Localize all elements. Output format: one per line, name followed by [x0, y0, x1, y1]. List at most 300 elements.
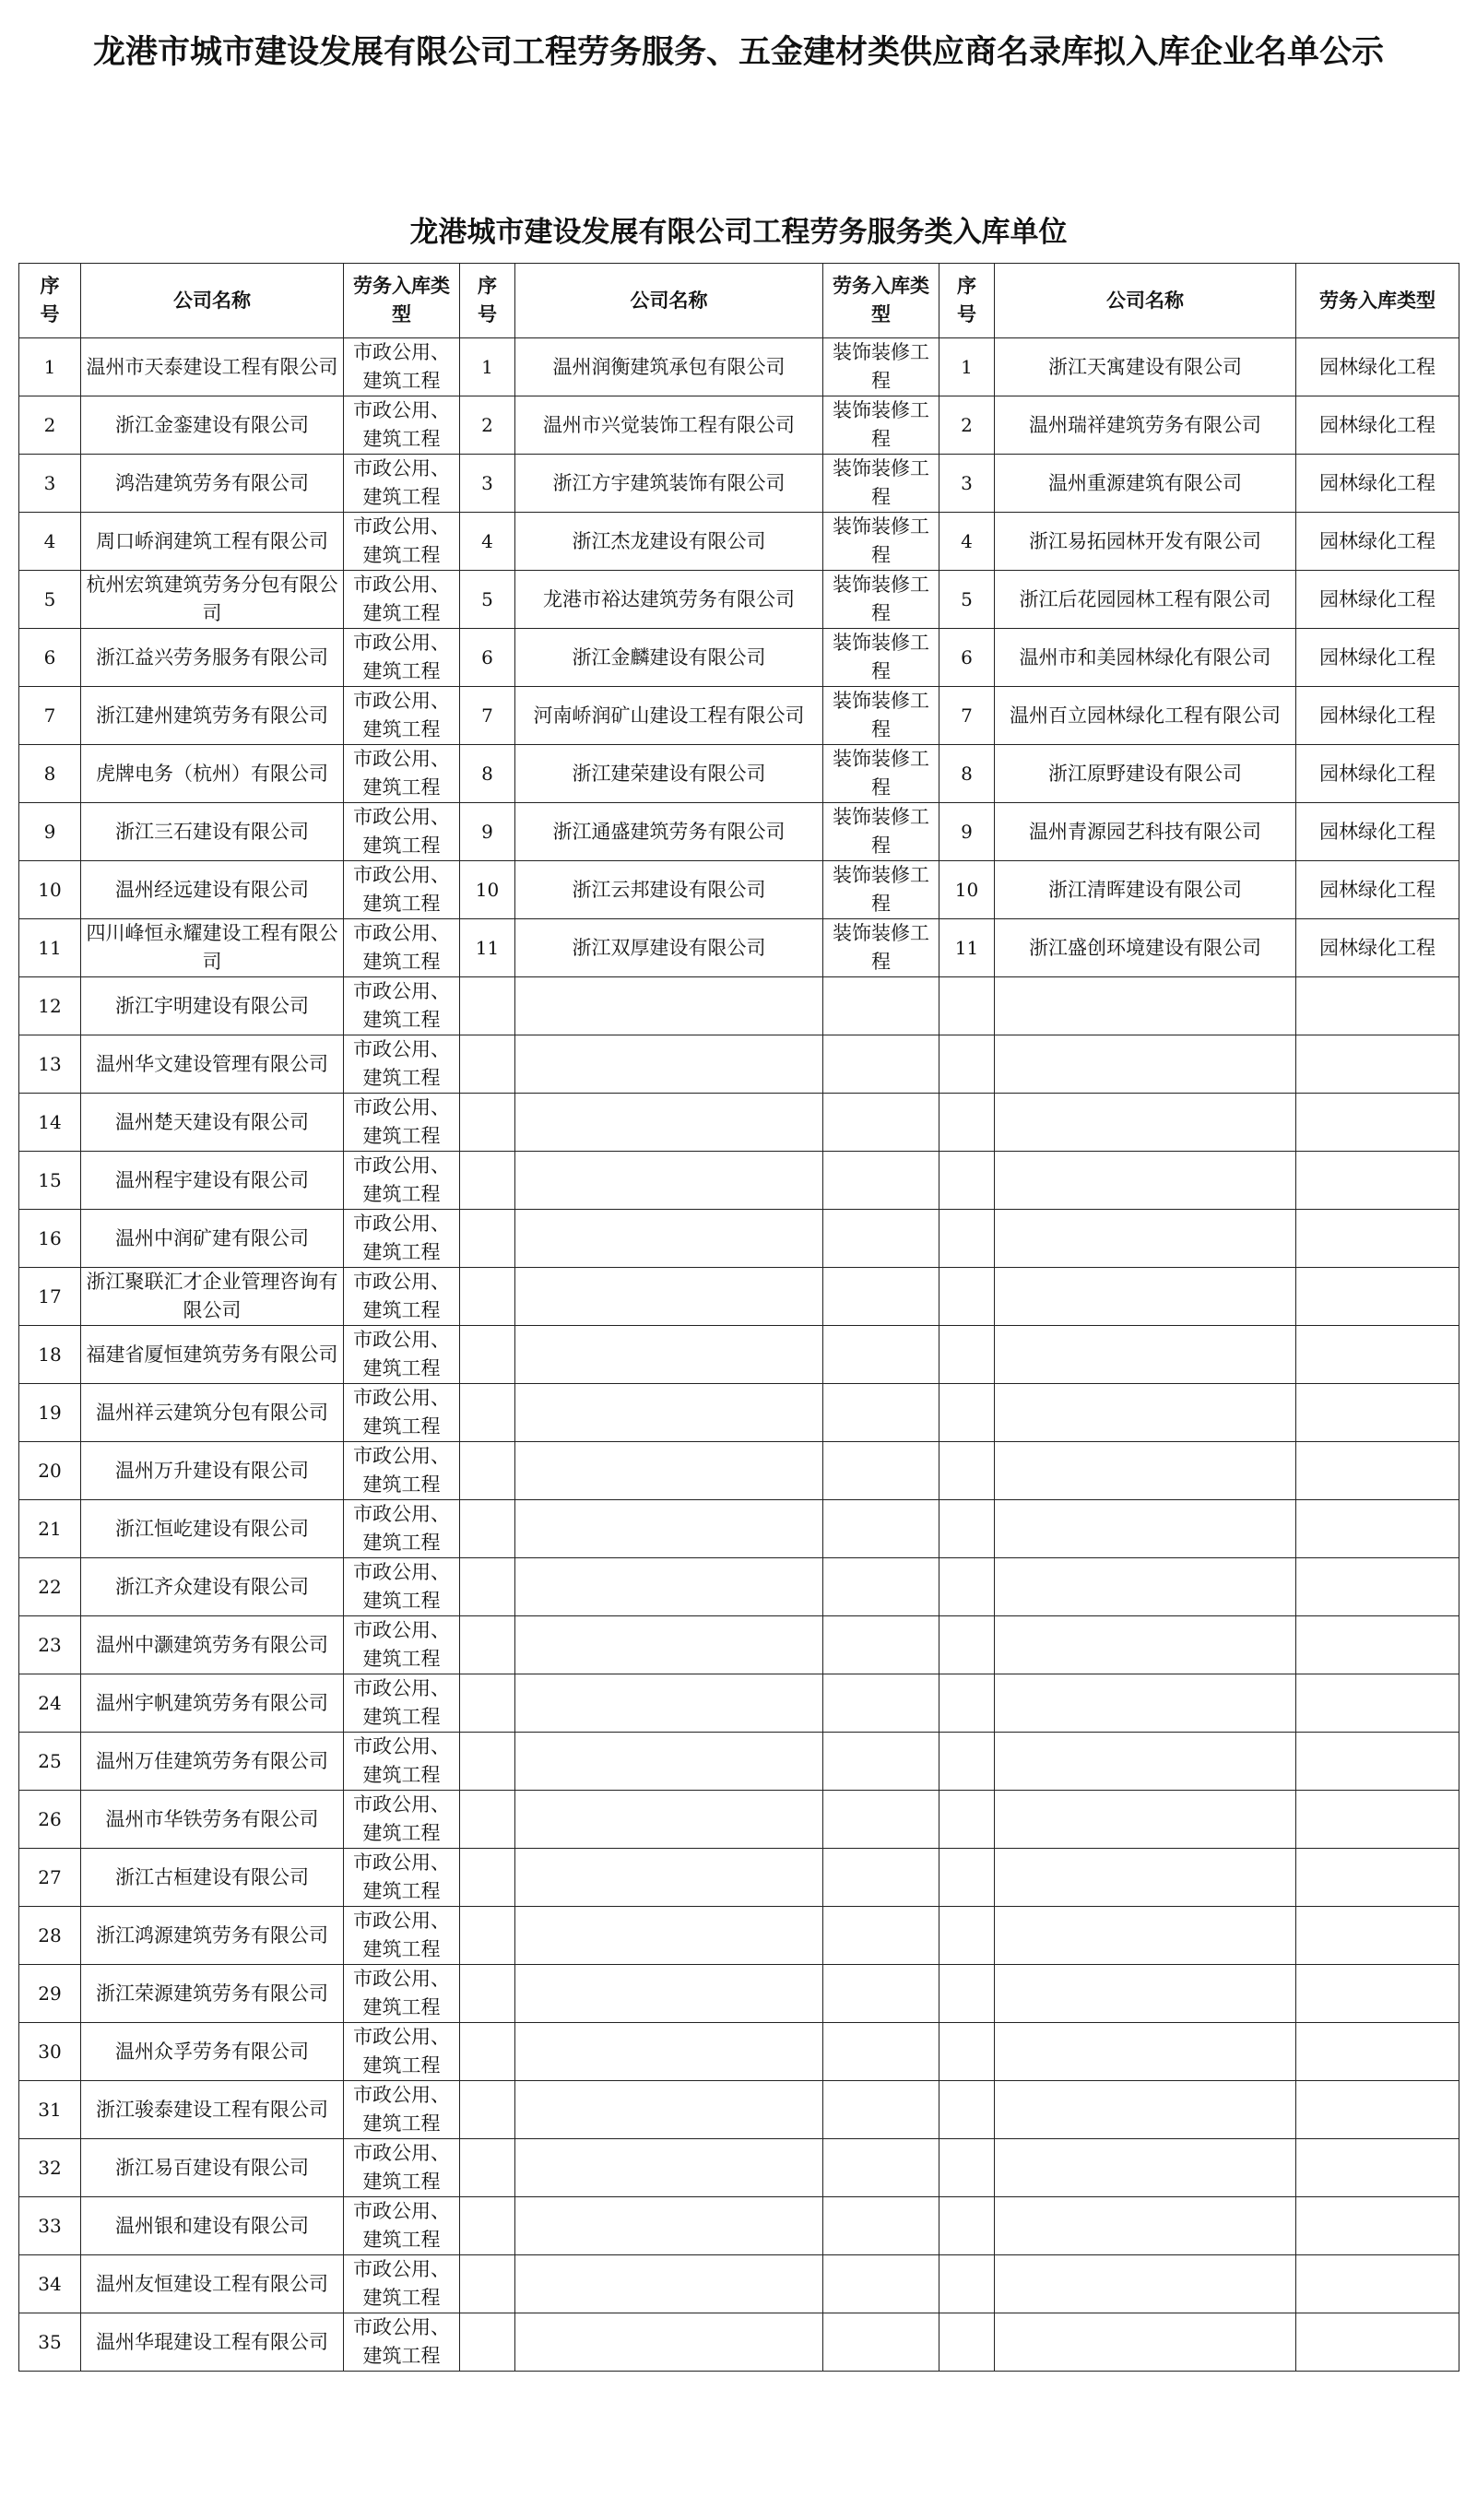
- empty-cell: [1296, 2139, 1459, 2197]
- cell-seq: 28: [19, 1907, 81, 1965]
- cell-company: 浙江后花园园林工程有限公司: [995, 571, 1296, 629]
- cell-seq: 9: [460, 803, 515, 861]
- cell-seq: 7: [19, 687, 81, 745]
- cell-type: 园林绿化工程: [1296, 861, 1459, 919]
- empty-cell: [823, 1791, 939, 1849]
- cell-company: 温州市兴觉装饰工程有限公司: [515, 396, 823, 455]
- cell-type: 市政公用、建筑工程: [344, 1674, 460, 1733]
- cell-type: 市政公用、建筑工程: [344, 2197, 460, 2255]
- empty-cell: [1296, 2313, 1459, 2372]
- empty-cell: [939, 1907, 995, 1965]
- table-row: [19, 1384, 1459, 1442]
- empty-cell: [515, 1791, 823, 1849]
- cell-type: 市政公用、建筑工程: [344, 338, 460, 396]
- cell-company: 浙江清晖建设有限公司: [995, 861, 1296, 919]
- empty-cell: [939, 1035, 995, 1094]
- cell-company: 周口峤润建筑工程有限公司: [81, 513, 344, 571]
- cell-company: 浙江方宇建筑装饰有限公司: [515, 455, 823, 513]
- empty-cell: [939, 977, 995, 1035]
- cell-type: 园林绿化工程: [1296, 687, 1459, 745]
- cell-seq: 34: [19, 2255, 81, 2313]
- empty-cell: [1296, 2197, 1459, 2255]
- empty-cell: [1296, 1616, 1459, 1674]
- cell-seq: 4: [19, 513, 81, 571]
- cell-company: 温州市天泰建设工程有限公司: [81, 338, 344, 396]
- cell-company: 浙江易百建设有限公司: [81, 2139, 344, 2197]
- cell-type: 市政公用、建筑工程: [344, 455, 460, 513]
- empty-cell: [1296, 1558, 1459, 1616]
- header-type: 劳务入库类型: [1296, 264, 1459, 338]
- empty-cell: [823, 1616, 939, 1674]
- empty-cell: [823, 977, 939, 1035]
- cell-company: 杭州宏筑建筑劳务分包有限公司: [81, 571, 344, 629]
- empty-cell: [995, 2023, 1296, 2081]
- table-row: [19, 2197, 1459, 2255]
- cell-company: 浙江建荣建设有限公司: [515, 745, 823, 803]
- empty-cell: [460, 1558, 515, 1616]
- empty-cell: [515, 2081, 823, 2139]
- empty-cell: [939, 1210, 995, 1268]
- table-row: [19, 338, 1459, 396]
- cell-seq: 2: [939, 396, 995, 455]
- cell-type: 市政公用、建筑工程: [344, 629, 460, 687]
- cell-seq: 27: [19, 1849, 81, 1907]
- empty-cell: [995, 1268, 1296, 1326]
- table-row: [19, 803, 1459, 861]
- empty-cell: [995, 2313, 1296, 2372]
- cell-seq: 22: [19, 1558, 81, 1616]
- cell-seq: 6: [460, 629, 515, 687]
- empty-cell: [995, 1094, 1296, 1152]
- table-row: [19, 1558, 1459, 1616]
- empty-cell: [460, 2081, 515, 2139]
- empty-cell: [515, 1210, 823, 1268]
- cell-company: 温州青源园艺科技有限公司: [995, 803, 1296, 861]
- empty-cell: [515, 1442, 823, 1500]
- empty-cell: [995, 1035, 1296, 1094]
- cell-type: 装饰装修工程: [823, 396, 939, 455]
- empty-cell: [460, 1035, 515, 1094]
- empty-cell: [823, 1965, 939, 2023]
- empty-cell: [995, 1907, 1296, 1965]
- cell-company: 龙港市裕达建筑劳务有限公司: [515, 571, 823, 629]
- empty-cell: [515, 2023, 823, 2081]
- cell-type: 市政公用、建筑工程: [344, 1268, 460, 1326]
- cell-seq: 13: [19, 1035, 81, 1094]
- cell-company: 浙江杰龙建设有限公司: [515, 513, 823, 571]
- empty-cell: [823, 2139, 939, 2197]
- cell-company: 温州润衡建筑承包有限公司: [515, 338, 823, 396]
- cell-company: 福建省厦恒建筑劳务有限公司: [81, 1326, 344, 1384]
- empty-cell: [1296, 1733, 1459, 1791]
- empty-cell: [939, 2139, 995, 2197]
- cell-type: 装饰装修工程: [823, 861, 939, 919]
- cell-company: 浙江云邦建设有限公司: [515, 861, 823, 919]
- empty-cell: [823, 1907, 939, 1965]
- empty-cell: [515, 2197, 823, 2255]
- empty-cell: [939, 1384, 995, 1442]
- cell-company: 浙江恒屹建设有限公司: [81, 1500, 344, 1558]
- empty-cell: [995, 1733, 1296, 1791]
- table-row: [19, 1152, 1459, 1210]
- cell-type: 市政公用、建筑工程: [344, 1326, 460, 1384]
- empty-cell: [460, 2313, 515, 2372]
- cell-seq: 5: [19, 571, 81, 629]
- empty-cell: [823, 1152, 939, 1210]
- empty-cell: [939, 1152, 995, 1210]
- cell-type: 市政公用、建筑工程: [344, 1733, 460, 1791]
- cell-company: 四川峰恒永耀建设工程有限公司: [81, 919, 344, 977]
- empty-cell: [1296, 1268, 1459, 1326]
- empty-cell: [823, 1558, 939, 1616]
- table-row: [19, 861, 1459, 919]
- table-row: [19, 1674, 1459, 1733]
- header-seq: 序号: [19, 264, 81, 338]
- cell-company: 温州万佳建筑劳务有限公司: [81, 1733, 344, 1791]
- cell-type: 装饰装修工程: [823, 338, 939, 396]
- empty-cell: [939, 1674, 995, 1733]
- empty-cell: [515, 1094, 823, 1152]
- cell-seq: 24: [19, 1674, 81, 1733]
- cell-company: 河南峤润矿山建设工程有限公司: [515, 687, 823, 745]
- cell-type: 装饰装修工程: [823, 687, 939, 745]
- empty-cell: [823, 1500, 939, 1558]
- cell-seq: 20: [19, 1442, 81, 1500]
- table-row: [19, 2081, 1459, 2139]
- cell-company: 温州重源建筑有限公司: [995, 455, 1296, 513]
- cell-type: 市政公用、建筑工程: [344, 571, 460, 629]
- cell-seq: 2: [460, 396, 515, 455]
- cell-company: 浙江鸿源建筑劳务有限公司: [81, 1907, 344, 1965]
- cell-seq: 8: [939, 745, 995, 803]
- cell-type: 园林绿化工程: [1296, 455, 1459, 513]
- empty-cell: [995, 1152, 1296, 1210]
- cell-seq: 15: [19, 1152, 81, 1210]
- empty-cell: [460, 1384, 515, 1442]
- cell-company: 浙江宇明建设有限公司: [81, 977, 344, 1035]
- cell-type: 园林绿化工程: [1296, 396, 1459, 455]
- cell-company: 浙江骏泰建设工程有限公司: [81, 2081, 344, 2139]
- cell-type: 市政公用、建筑工程: [344, 1791, 460, 1849]
- cell-type: 市政公用、建筑工程: [344, 2313, 460, 2372]
- cell-company: 温州市华铁劳务有限公司: [81, 1791, 344, 1849]
- cell-company: 温州华文建设管理有限公司: [81, 1035, 344, 1094]
- cell-company: 温州程宇建设有限公司: [81, 1152, 344, 1210]
- cell-seq: 4: [939, 513, 995, 571]
- table-row: [19, 919, 1459, 977]
- cell-seq: 10: [460, 861, 515, 919]
- empty-cell: [995, 1442, 1296, 1500]
- empty-cell: [460, 1326, 515, 1384]
- cell-seq: 16: [19, 1210, 81, 1268]
- cell-company: 温州中灏建筑劳务有限公司: [81, 1616, 344, 1674]
- cell-seq: 8: [460, 745, 515, 803]
- cell-type: 市政公用、建筑工程: [344, 861, 460, 919]
- table-row: [19, 1733, 1459, 1791]
- cell-type: 园林绿化工程: [1296, 338, 1459, 396]
- empty-cell: [515, 1326, 823, 1384]
- cell-type: 市政公用、建筑工程: [344, 977, 460, 1035]
- empty-cell: [995, 1500, 1296, 1558]
- empty-cell: [995, 1965, 1296, 2023]
- empty-cell: [995, 1210, 1296, 1268]
- cell-type: 装饰装修工程: [823, 803, 939, 861]
- empty-cell: [995, 2081, 1296, 2139]
- empty-cell: [939, 1965, 995, 2023]
- empty-cell: [939, 1268, 995, 1326]
- cell-company: 温州万升建设有限公司: [81, 1442, 344, 1500]
- cell-type: 市政公用、建筑工程: [344, 1384, 460, 1442]
- cell-seq: 6: [939, 629, 995, 687]
- empty-cell: [1296, 1907, 1459, 1965]
- empty-cell: [515, 2139, 823, 2197]
- cell-seq: 4: [460, 513, 515, 571]
- empty-cell: [460, 2197, 515, 2255]
- cell-type: 市政公用、建筑工程: [344, 745, 460, 803]
- cell-company: 浙江易拓园林开发有限公司: [995, 513, 1296, 571]
- cell-seq: 12: [19, 977, 81, 1035]
- cell-company: 浙江金銮建设有限公司: [81, 396, 344, 455]
- table-row: [19, 513, 1459, 571]
- empty-cell: [460, 1791, 515, 1849]
- empty-cell: [1296, 1210, 1459, 1268]
- empty-cell: [460, 977, 515, 1035]
- table-row: [19, 1907, 1459, 1965]
- empty-cell: [823, 2313, 939, 2372]
- cell-type: 装饰装修工程: [823, 455, 939, 513]
- empty-cell: [1296, 2023, 1459, 2081]
- table-row: [19, 1210, 1459, 1268]
- empty-cell: [515, 1268, 823, 1326]
- cell-seq: 17: [19, 1268, 81, 1326]
- empty-cell: [1296, 1674, 1459, 1733]
- table-row: [19, 396, 1459, 455]
- empty-cell: [939, 1733, 995, 1791]
- empty-cell: [939, 1616, 995, 1674]
- empty-cell: [823, 1849, 939, 1907]
- empty-cell: [995, 2197, 1296, 2255]
- table-row: [19, 977, 1459, 1035]
- empty-cell: [823, 2023, 939, 2081]
- empty-cell: [515, 1616, 823, 1674]
- cell-type: 市政公用、建筑工程: [344, 2255, 460, 2313]
- cell-company: 温州友恒建设工程有限公司: [81, 2255, 344, 2313]
- cell-type: 园林绿化工程: [1296, 745, 1459, 803]
- cell-company: 浙江双厚建设有限公司: [515, 919, 823, 977]
- empty-cell: [995, 1616, 1296, 1674]
- table-row: [19, 745, 1459, 803]
- empty-cell: [1296, 2255, 1459, 2313]
- empty-cell: [1296, 977, 1459, 1035]
- empty-cell: [515, 1500, 823, 1558]
- empty-cell: [1296, 1500, 1459, 1558]
- cell-seq: 11: [19, 919, 81, 977]
- cell-type: 园林绿化工程: [1296, 571, 1459, 629]
- table-row: [19, 687, 1459, 745]
- empty-cell: [823, 1733, 939, 1791]
- table-row: [19, 1616, 1459, 1674]
- cell-type: 园林绿化工程: [1296, 919, 1459, 977]
- empty-cell: [1296, 1965, 1459, 2023]
- cell-company: 温州中润矿建有限公司: [81, 1210, 344, 1268]
- table-row: [19, 455, 1459, 513]
- empty-cell: [823, 1094, 939, 1152]
- empty-cell: [995, 2139, 1296, 2197]
- empty-cell: [939, 1326, 995, 1384]
- empty-cell: [460, 1733, 515, 1791]
- cell-seq: 10: [939, 861, 995, 919]
- empty-cell: [939, 2313, 995, 2372]
- cell-company: 温州市和美园林绿化有限公司: [995, 629, 1296, 687]
- empty-cell: [460, 1500, 515, 1558]
- empty-cell: [1296, 1035, 1459, 1094]
- cell-type: 市政公用、建筑工程: [344, 2139, 460, 2197]
- empty-cell: [515, 1384, 823, 1442]
- cell-seq: 29: [19, 1965, 81, 2023]
- cell-type: 市政公用、建筑工程: [344, 919, 460, 977]
- cell-type: 市政公用、建筑工程: [344, 687, 460, 745]
- cell-company: 鸿浩建筑劳务有限公司: [81, 455, 344, 513]
- empty-cell: [460, 1210, 515, 1268]
- header-company: 公司名称: [995, 264, 1296, 338]
- cell-company: 浙江建州建筑劳务有限公司: [81, 687, 344, 745]
- cell-company: 温州经远建设有限公司: [81, 861, 344, 919]
- table-title: 龙港城市建设发展有限公司工程劳务服务类入库单位: [409, 216, 1068, 249]
- table-row: [19, 1326, 1459, 1384]
- cell-company: 温州祥云建筑分包有限公司: [81, 1384, 344, 1442]
- cell-type: 市政公用、建筑工程: [344, 1152, 460, 1210]
- empty-cell: [939, 2023, 995, 2081]
- empty-cell: [515, 1035, 823, 1094]
- header-type: 劳务入库类型: [344, 264, 460, 338]
- cell-company: 虎牌电务（杭州）有限公司: [81, 745, 344, 803]
- empty-cell: [995, 1384, 1296, 1442]
- empty-cell: [515, 1907, 823, 1965]
- table-row: [19, 1500, 1459, 1558]
- cell-seq: 26: [19, 1791, 81, 1849]
- empty-cell: [995, 2255, 1296, 2313]
- cell-seq: 3: [939, 455, 995, 513]
- cell-type: 市政公用、建筑工程: [344, 1558, 460, 1616]
- cell-company: 浙江金麟建设有限公司: [515, 629, 823, 687]
- cell-company: 浙江通盛建筑劳务有限公司: [515, 803, 823, 861]
- empty-cell: [995, 1558, 1296, 1616]
- empty-cell: [823, 1326, 939, 1384]
- cell-seq: 8: [19, 745, 81, 803]
- cell-seq: 32: [19, 2139, 81, 2197]
- table-row: [19, 1791, 1459, 1849]
- cell-seq: 21: [19, 1500, 81, 1558]
- cell-type: 市政公用、建筑工程: [344, 1965, 460, 2023]
- empty-cell: [1296, 1849, 1459, 1907]
- empty-cell: [995, 1849, 1296, 1907]
- empty-cell: [823, 2197, 939, 2255]
- cell-seq: 10: [19, 861, 81, 919]
- empty-cell: [995, 1791, 1296, 1849]
- table-row: [19, 1094, 1459, 1152]
- empty-cell: [823, 1268, 939, 1326]
- empty-cell: [460, 1442, 515, 1500]
- empty-cell: [1296, 1326, 1459, 1384]
- cell-company: 浙江益兴劳务服务有限公司: [81, 629, 344, 687]
- empty-cell: [460, 1616, 515, 1674]
- cell-type: 市政公用、建筑工程: [344, 1907, 460, 1965]
- cell-company: 浙江古桓建设有限公司: [81, 1849, 344, 1907]
- cell-type: 园林绿化工程: [1296, 803, 1459, 861]
- cell-type: 市政公用、建筑工程: [344, 1849, 460, 1907]
- table-body: [19, 338, 1459, 2372]
- empty-cell: [823, 1674, 939, 1733]
- cell-company: 温州华琨建设工程有限公司: [81, 2313, 344, 2372]
- empty-cell: [939, 1442, 995, 1500]
- cell-type: 市政公用、建筑工程: [344, 1094, 460, 1152]
- cell-type: 市政公用、建筑工程: [344, 1500, 460, 1558]
- header-type: 劳务入库类型: [823, 264, 939, 338]
- empty-cell: [823, 2255, 939, 2313]
- empty-cell: [1296, 1152, 1459, 1210]
- cell-type: 市政公用、建筑工程: [344, 396, 460, 455]
- cell-seq: 3: [19, 455, 81, 513]
- cell-company: 浙江三石建设有限公司: [81, 803, 344, 861]
- cell-seq: 1: [460, 338, 515, 396]
- cell-company: 温州众孚劳务有限公司: [81, 2023, 344, 2081]
- empty-cell: [1296, 1442, 1459, 1500]
- empty-cell: [995, 1326, 1296, 1384]
- cell-company: 浙江原野建设有限公司: [995, 745, 1296, 803]
- table-row: [19, 1965, 1459, 2023]
- cell-seq: 18: [19, 1326, 81, 1384]
- cell-company: 温州宇帆建筑劳务有限公司: [81, 1674, 344, 1733]
- company-roster-table: [18, 263, 1459, 2372]
- cell-company: 温州百立园林绿化工程有限公司: [995, 687, 1296, 745]
- empty-cell: [515, 1674, 823, 1733]
- cell-type: 市政公用、建筑工程: [344, 1210, 460, 1268]
- cell-company: 浙江聚联汇才企业管理咨询有限公司: [81, 1268, 344, 1326]
- cell-seq: 3: [460, 455, 515, 513]
- empty-cell: [515, 2313, 823, 2372]
- empty-cell: [460, 1965, 515, 2023]
- empty-cell: [460, 1907, 515, 1965]
- cell-company: 浙江盛创环境建设有限公司: [995, 919, 1296, 977]
- empty-cell: [460, 1094, 515, 1152]
- cell-seq: 25: [19, 1733, 81, 1791]
- empty-cell: [460, 2023, 515, 2081]
- cell-type: 市政公用、建筑工程: [344, 1616, 460, 1674]
- table-row: [19, 2313, 1459, 2372]
- table-row: [19, 571, 1459, 629]
- cell-type: 装饰装修工程: [823, 571, 939, 629]
- empty-cell: [823, 2081, 939, 2139]
- empty-cell: [995, 1674, 1296, 1733]
- cell-type: 装饰装修工程: [823, 513, 939, 571]
- cell-seq: 11: [460, 919, 515, 977]
- empty-cell: [1296, 1384, 1459, 1442]
- cell-company: 温州楚天建设有限公司: [81, 1094, 344, 1152]
- empty-cell: [823, 1210, 939, 1268]
- cell-type: 市政公用、建筑工程: [344, 2081, 460, 2139]
- cell-type: 市政公用、建筑工程: [344, 513, 460, 571]
- header-row: [19, 264, 1459, 338]
- cell-company: 浙江齐众建设有限公司: [81, 1558, 344, 1616]
- cell-company: 温州瑞祥建筑劳务有限公司: [995, 396, 1296, 455]
- table-row: [19, 1442, 1459, 1500]
- cell-company: 温州银和建设有限公司: [81, 2197, 344, 2255]
- cell-type: 园林绿化工程: [1296, 629, 1459, 687]
- empty-cell: [460, 2139, 515, 2197]
- empty-cell: [515, 1733, 823, 1791]
- document-title: 龙港市城市建设发展有限公司工程劳务服务、五金建材类供应商名录库拟入库企业名单公示: [92, 34, 1384, 71]
- table-row: [19, 1849, 1459, 1907]
